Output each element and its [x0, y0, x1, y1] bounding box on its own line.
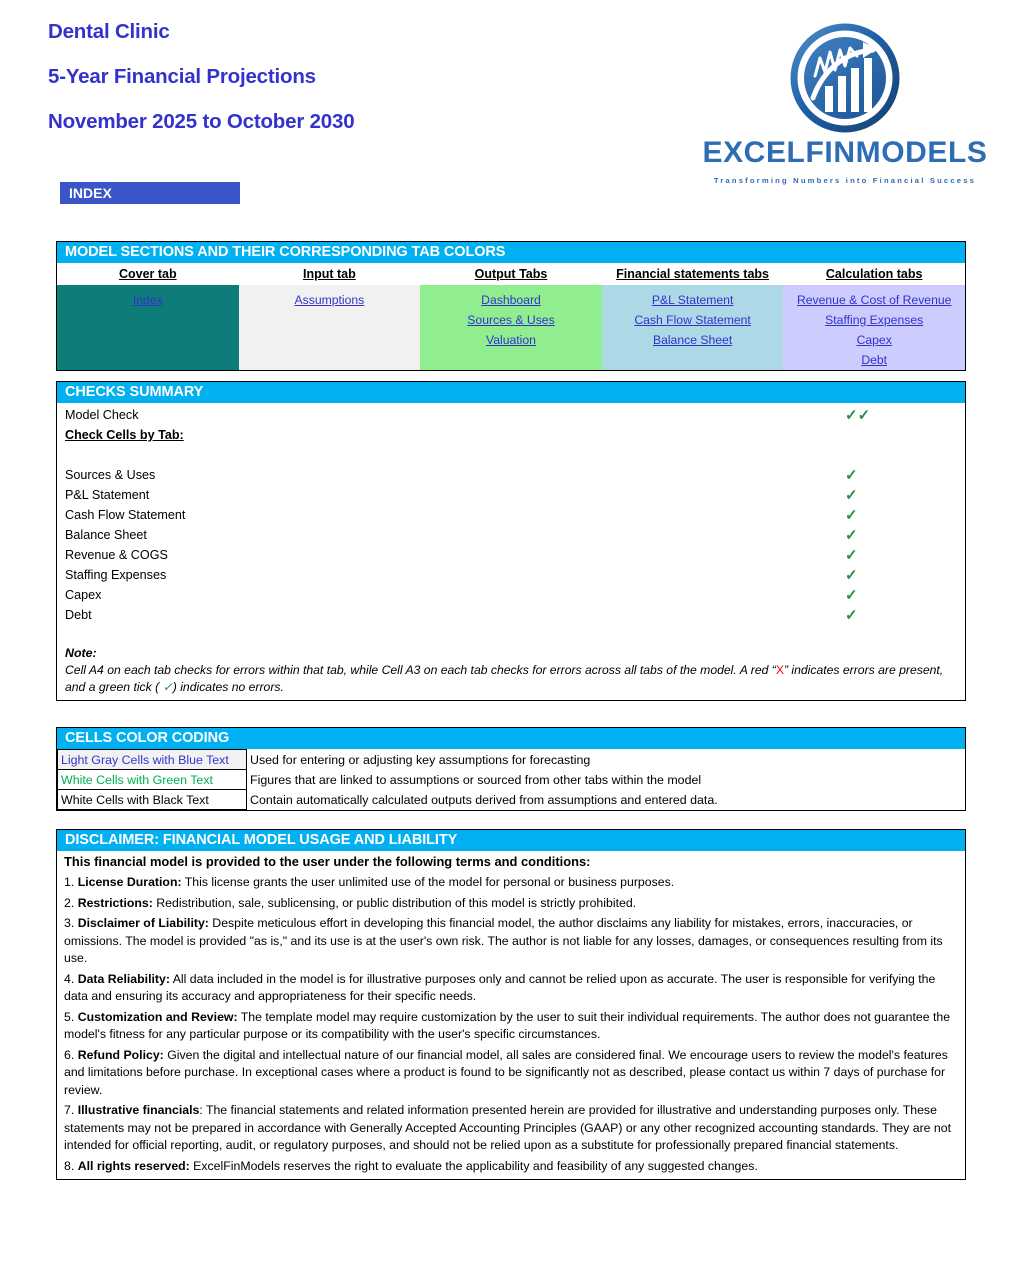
col-header-cover: Cover tab — [57, 263, 239, 285]
check-label-debt: Debt — [65, 608, 92, 622]
output-tabs-cell — [420, 285, 602, 370]
note-part-1: Cell A4 on each tab checks for errors within that tab, while Cell A3 on each tab checks for errors across all tabs of the model. A red “ — [65, 663, 776, 677]
disclaimer-lead: This financial model is provided to the user under the following terms and conditions: — [64, 854, 591, 869]
legend-desc-white-green: Figures that are linked to assumptions or sourced from other tabs within the model — [247, 770, 966, 790]
checks-note-title: Note: — [65, 646, 97, 660]
disclaimer-item-5 — [64, 1009, 957, 1044]
check-cells-subheading: Check Cells by Tab: — [65, 428, 184, 442]
checks-summary-panel — [56, 381, 966, 701]
tab-link-sources-uses[interactable]: Sources & Uses — [467, 313, 555, 327]
tab-link-capex[interactable]: Capex — [856, 333, 892, 347]
check-tick-icon: ✓ — [845, 467, 858, 484]
note-red-x: X — [775, 663, 784, 677]
model-sections-heading: MODEL SECTIONS AND THEIR CORRESPONDING TAB COLORS — [57, 242, 965, 263]
col-header-financial: Financial statements tabs — [602, 263, 784, 285]
item-num: 2. — [64, 895, 78, 910]
disclaimer-item-6 — [64, 1047, 957, 1100]
check-tick-icon: ✓ — [845, 587, 858, 604]
input-tab-cell — [239, 285, 421, 370]
item-text: All data included in the model is for illustrative purposes only and cannot be relied upon as accurate. The user is responsible for verifying the data and ensuring its accuracy and appropriateness for their specific needs. — [64, 971, 936, 1003]
checks-spacer-2 — [57, 625, 965, 645]
check-label-pl-statement: P&L Statement — [65, 488, 150, 502]
cells-color-coding-heading: CELLS COLOR CODING — [57, 728, 965, 749]
item-num: 4. — [64, 971, 78, 986]
tab-link-pl-statement[interactable]: P&L Statement — [651, 293, 734, 307]
projection-period: November 2025 to October 2030 — [48, 110, 355, 133]
disclaimer-item-4 — [64, 971, 957, 1006]
tab-link-assumptions[interactable]: Assumptions — [294, 293, 365, 307]
item-title: Refund Policy: — [77, 1047, 164, 1062]
color-coding-table — [57, 749, 965, 810]
title-block — [48, 20, 354, 155]
disclaimer-panel — [56, 829, 966, 1180]
cells-color-coding-panel — [56, 727, 966, 811]
item-title: All rights reserved: — [77, 1158, 190, 1173]
disclaimer-body — [57, 851, 965, 1179]
check-label-capex: Capex — [65, 588, 102, 602]
model-sections-links-row — [57, 285, 965, 370]
checks-summary-body — [57, 403, 965, 700]
table-row — [58, 750, 966, 770]
tab-link-revenue-cost[interactable]: Revenue & Cost of Revenue — [796, 293, 952, 307]
item-num: 7. — [64, 1103, 78, 1117]
check-tick-icon: ✓ — [845, 487, 858, 504]
item-title: Disclaimer of Liability: — [77, 916, 209, 930]
item-num: 6. — [64, 1047, 78, 1062]
calculation-tabs-cell — [783, 285, 965, 370]
table-row — [57, 525, 965, 545]
disclaimer-item-3 — [64, 915, 957, 968]
item-num: 5. — [64, 1009, 78, 1024]
checks-spacer — [57, 445, 965, 465]
item-title: License Duration: — [77, 875, 182, 889]
table-row — [57, 505, 965, 525]
check-label-cash-flow: Cash Flow Statement — [65, 508, 186, 522]
disclaimer-heading: DISCLAIMER: FINANCIAL MODEL USAGE AND LIABILITY — [57, 830, 965, 851]
disclaimer-item-8 — [64, 1158, 957, 1176]
item-title: Restrictions: — [77, 895, 153, 910]
item-text: This license grants the user unlimited use of the model for personal or business purposes. — [181, 875, 675, 889]
tab-link-debt[interactable]: Debt — [861, 353, 888, 367]
tab-link-cash-flow-statement[interactable]: Cash Flow Statement — [634, 313, 751, 327]
check-row-model — [57, 405, 965, 425]
item-text: : The financial statements and related information presented herein are provided for illustrative and understanding purposes only. These statements may not be prepared in accordance with Generally Accepted Accounting Principles (GAAP) or any other recognized accounting standards. They are not intended for official reporting, audit, or regulatory purposes, and should not be relied upon as a substitute for professionally prepared financial statements. — [64, 1103, 952, 1152]
item-title: Data Reliability: — [77, 971, 170, 986]
model-sections-panel — [56, 241, 966, 371]
legend-key-white-green: White Cells with Green Text — [58, 770, 247, 790]
company-title: Dental Clinic — [48, 20, 170, 43]
disclaimer-item-1 — [64, 874, 957, 892]
disclaimer-item-7 — [64, 1102, 957, 1155]
check-tick-icon: ✓ — [845, 567, 858, 584]
legend-key-gray-blue: Light Gray Cells with Blue Text — [58, 750, 247, 770]
table-row — [57, 545, 965, 565]
page-header — [0, 0, 1018, 215]
col-header-calculation: Calculation tabs — [783, 263, 965, 285]
model-check-tick-icon: ✓✓ — [845, 407, 871, 424]
check-tick-icon: ✓ — [845, 507, 858, 524]
checks-note-text — [57, 662, 965, 700]
table-row — [58, 770, 966, 790]
check-label-staffing-expenses: Staffing Expenses — [65, 568, 167, 582]
check-label-sources-uses: Sources & Uses — [65, 468, 156, 482]
item-text: Given the digital and intellectual nature of our financial model, all sales are considered final. We encourage users to review the model's features and limitations before purchase. In exceptional cases where a product is found to be significantly not as described, please contact us within 7 days of purchase for review. — [64, 1047, 948, 1097]
check-label-revenue-cogs: Revenue & COGS — [65, 548, 168, 562]
cover-tab-cell — [57, 285, 239, 370]
tab-link-balance-sheet[interactable]: Balance Sheet — [652, 333, 733, 347]
excelfinmodels-logo-icon — [789, 22, 901, 134]
item-title: Customization and Review: — [77, 1009, 238, 1024]
index-badge: INDEX — [60, 182, 240, 204]
check-tick-icon: ✓ — [845, 527, 858, 544]
item-text: The template model may require customization by the user to suit their individual requirements. The author does not guarantee the model's fitness for any particular purpose or its compatibility with the user's specific circumstances. — [64, 1009, 951, 1041]
item-num: 8. — [64, 1158, 78, 1173]
financial-tabs-cell — [602, 285, 784, 370]
col-header-input: Input tab — [239, 263, 421, 285]
model-check-label: Model Check — [65, 408, 139, 422]
check-cells-subheading-row — [57, 425, 965, 445]
check-tick-icon: ✓ — [845, 547, 858, 564]
item-num: 3. — [64, 916, 78, 930]
model-sections-table — [57, 263, 965, 370]
legend-desc-gray-blue: Used for entering or adjusting key assumptions for forecasting — [247, 750, 966, 770]
legend-desc-white-black: Contain automatically calculated outputs derived from assumptions and entered data. — [247, 790, 966, 810]
projection-subtitle: 5-Year Financial Projections — [48, 65, 316, 88]
item-text: Redistribution, sale, sublicensing, or public distribution of this model is strictly prohibited. — [152, 895, 637, 910]
tab-link-dashboard[interactable]: Dashboard — [481, 293, 541, 307]
item-num: 1. — [64, 875, 78, 889]
tab-link-index[interactable]: Index — [132, 293, 163, 307]
table-row — [57, 565, 965, 585]
checks-summary-heading: CHECKS SUMMARY — [57, 382, 965, 403]
tab-link-valuation[interactable]: Valuation — [486, 333, 536, 347]
table-row — [57, 485, 965, 505]
table-row — [57, 605, 965, 625]
item-text: ExcelFinModels reserves the right to evaluate the applicability and feasibility of any suggested changes. — [189, 1158, 758, 1173]
disclaimer-item-2 — [64, 895, 957, 913]
note-green-tick-icon: ✓ — [162, 680, 173, 694]
table-row — [57, 465, 965, 485]
check-tick-icon: ✓ — [845, 607, 858, 624]
brand-logo — [700, 22, 990, 185]
logo-tagline: Transforming Numbers into Financial Success — [713, 176, 977, 185]
col-header-output: Output Tabs — [420, 263, 602, 285]
table-row — [57, 585, 965, 605]
legend-key-white-black: White Cells with Black Text — [58, 790, 247, 810]
logo-wordmark: EXCELFINMODELS — [702, 136, 988, 169]
check-label-balance-sheet: Balance Sheet — [65, 528, 147, 542]
item-title: Illustrative financials — [77, 1103, 200, 1117]
model-sections-header-row — [57, 263, 965, 285]
table-row — [58, 790, 966, 810]
item-text: Despite meticulous effort in developing this financial model, the author disclaims any liability for mistakes, errors, inaccuracies, or omissions. The model is provided "as is," and its use is at the user's own risk. The author is not liable for any losses, damages, or consequences resulting from its use. — [64, 916, 943, 965]
tab-link-staffing-expenses[interactable]: Staffing Expenses — [825, 313, 924, 327]
note-part-3: ) indicates no errors. — [172, 680, 284, 694]
note-part-2: ” indicates errors are present, and a green tick ( — [65, 663, 944, 694]
